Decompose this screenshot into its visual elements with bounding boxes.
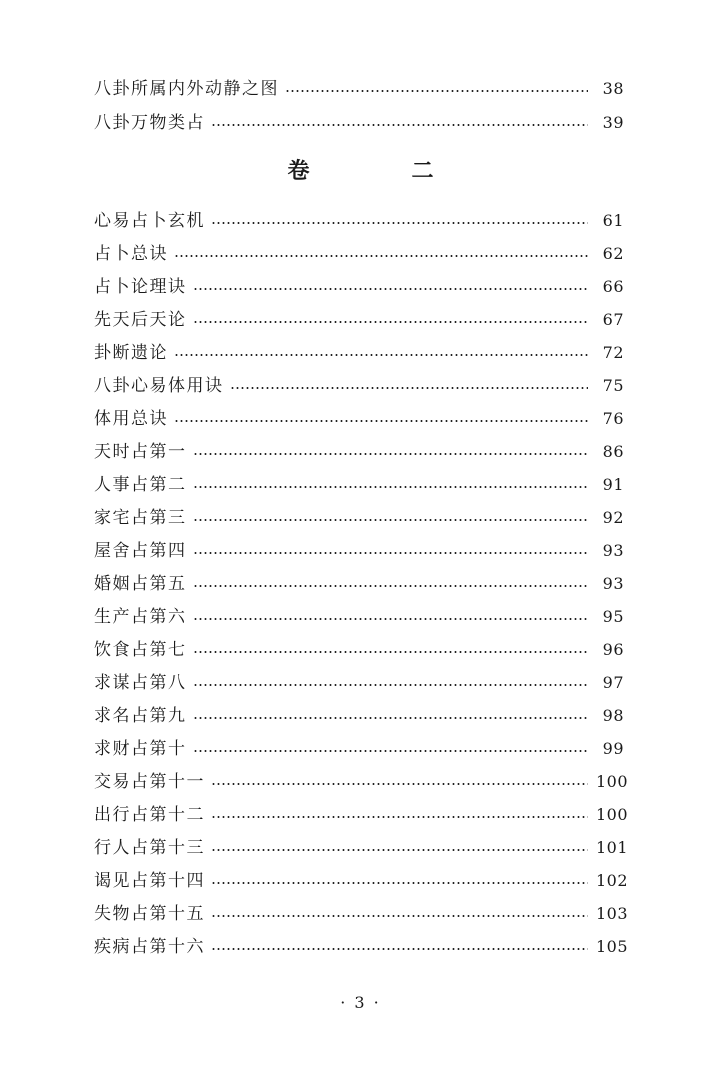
toc-entry[interactable]: [94, 503, 624, 533]
toc-entry-page: 93: [602, 541, 624, 560]
toc-entry-title: 人事占第二: [94, 475, 187, 495]
toc-entry-title: 八卦心易体用诀: [94, 376, 224, 396]
toc-entry-page: 95: [602, 607, 624, 626]
toc-entry-title: 谒见占第十四: [94, 871, 205, 891]
toc-entry-page: 97: [602, 673, 624, 692]
toc-entry-page: 103: [596, 904, 629, 923]
toc-entry-page: 86: [602, 442, 624, 461]
toc-entry-page: 99: [602, 739, 624, 758]
toc-dot-leader: [211, 833, 588, 863]
toc-dot-leader: [211, 206, 588, 236]
toc-entry-title: 占卜论理诀: [94, 277, 187, 297]
toc-entry[interactable]: [94, 74, 624, 104]
toc-entry-page: 100: [596, 772, 629, 791]
toc-dot-leader: [211, 866, 588, 896]
toc-entry[interactable]: [94, 437, 624, 467]
toc-entry-page: 91: [602, 475, 624, 494]
volume-heading: 卷 二: [287, 159, 474, 184]
toc-entry[interactable]: [94, 470, 624, 500]
toc-entry-title: 饮食占第七: [94, 640, 187, 660]
toc-entry-title: 求财占第十: [94, 739, 187, 759]
toc-entry-title: 卦断遗论: [94, 343, 168, 363]
toc-dot-leader: [211, 108, 588, 138]
toc-entry[interactable]: [94, 371, 624, 401]
toc-entry[interactable]: [94, 569, 624, 599]
page-number: · 3 ·: [340, 993, 381, 1012]
toc-entry-title: 婚姻占第五: [94, 574, 187, 594]
toc-dot-leader: [230, 371, 589, 401]
toc-dot-leader: [193, 734, 589, 764]
toc-entry-title: 失物占第十五: [94, 904, 205, 924]
toc-entry[interactable]: [94, 701, 624, 731]
toc-entry[interactable]: [94, 536, 624, 566]
toc-entry-title: 八卦所属内外动静之图: [94, 79, 279, 99]
toc-dot-leader: [193, 701, 589, 731]
toc-entry-page: 92: [602, 508, 624, 527]
toc-dot-leader: [193, 437, 589, 467]
toc-entry[interactable]: [94, 866, 629, 896]
toc-entry-page: 76: [602, 409, 624, 428]
toc-entry-page: 102: [596, 871, 629, 890]
toc-entry-title: 心易占卜玄机: [94, 211, 205, 231]
toc-entry-title: 行人占第十三: [94, 838, 205, 858]
toc-dot-leader: [211, 899, 588, 929]
toc-entry-page: 101: [596, 838, 629, 857]
toc-entry[interactable]: [94, 272, 624, 302]
toc-entry-page: 75: [602, 376, 624, 395]
toc-entry-title: 交易占第十一: [94, 772, 205, 792]
toc-entry-title: 家宅占第三: [94, 508, 187, 528]
toc-entry[interactable]: [94, 932, 629, 962]
toc-entry[interactable]: [94, 800, 629, 830]
toc-entry-page: 98: [602, 706, 624, 725]
toc-entry[interactable]: [94, 206, 624, 236]
toc-dot-leader: [174, 404, 588, 434]
toc-dot-leader: [193, 635, 589, 665]
toc-dot-leader: [174, 239, 588, 269]
toc-dot-leader: [193, 536, 589, 566]
toc-entry-title: 求谋占第八: [94, 673, 187, 693]
toc-dot-leader: [211, 932, 588, 962]
toc-dot-leader: [193, 272, 589, 302]
toc-entry-page: 72: [602, 343, 624, 362]
toc-dot-leader: [193, 305, 589, 335]
toc-entry-page: 61: [602, 211, 624, 230]
toc-entry[interactable]: [94, 602, 624, 632]
toc-entry-title: 天时占第一: [94, 442, 187, 462]
toc-entry-page: 66: [602, 277, 624, 296]
toc-entry[interactable]: [94, 108, 624, 138]
toc-dot-leader: [193, 470, 589, 500]
toc-entry[interactable]: [94, 404, 624, 434]
toc-entry-page: 96: [602, 640, 624, 659]
toc-entry[interactable]: [94, 833, 629, 863]
toc-entry-page: 93: [602, 574, 624, 593]
toc-entry-title: 八卦万物类占: [94, 113, 205, 133]
toc-entry-page: 100: [596, 805, 629, 824]
toc-entry[interactable]: [94, 668, 624, 698]
toc-dot-leader: [285, 74, 588, 104]
toc-entry[interactable]: [94, 239, 624, 269]
toc-dot-leader: [193, 569, 589, 599]
toc-entry[interactable]: [94, 635, 624, 665]
toc-entry-page: 105: [596, 937, 629, 956]
toc-entry-title: 求名占第九: [94, 706, 187, 726]
toc-entry-title: 体用总诀: [94, 409, 168, 429]
toc-entry-page: 62: [602, 244, 624, 263]
toc-entry[interactable]: [94, 734, 624, 764]
toc-entry[interactable]: [94, 767, 629, 797]
toc-entry-page: 67: [602, 310, 624, 329]
toc-dot-leader: [193, 503, 589, 533]
toc-entry-title: 疾病占第十六: [94, 937, 205, 957]
toc-entry[interactable]: [94, 899, 629, 929]
toc-entry-page: 39: [602, 113, 624, 132]
toc-entry-title: 屋舍占第四: [94, 541, 187, 561]
toc-entry-title: 先天后天论: [94, 310, 187, 330]
toc-entry-title: 生产占第六: [94, 607, 187, 627]
toc-entry-page: 38: [602, 79, 624, 98]
toc-entry-title: 出行占第十二: [94, 805, 205, 825]
toc-entry[interactable]: [94, 305, 624, 335]
toc-dot-leader: [193, 602, 589, 632]
toc-dot-leader: [193, 668, 589, 698]
toc-dot-leader: [174, 338, 588, 368]
toc-entry-title: 占卜总诀: [94, 244, 168, 264]
toc-entry[interactable]: [94, 338, 624, 368]
toc-dot-leader: [211, 800, 588, 830]
toc-dot-leader: [211, 767, 588, 797]
